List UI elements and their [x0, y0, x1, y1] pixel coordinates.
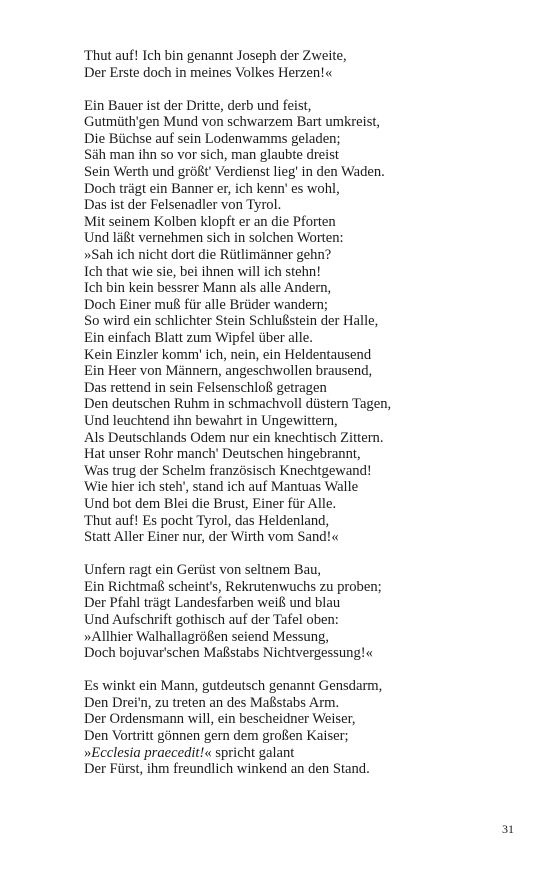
verse-line: Ein einfach Blatt zum Wipfel über alle.: [84, 330, 313, 346]
verse-line: Säh man ihn so vor sich, man glaubte dreist: [84, 147, 339, 164]
verse-line: Unfern ragt ein Gerüst von seltnem Bau,: [84, 562, 322, 579]
verse-line: Es winkt ein Mann, gutdeutsch genannt Gensdarm,: [84, 678, 383, 695]
verse-line: Was trug der Schelm französisch Knechtgewand!: [84, 462, 372, 479]
verse-line: Der Ordensmann will, ein bescheidner Weiser,: [84, 711, 356, 728]
verse-line: Ich that wie sie, bei ihnen will ich stehn!: [84, 263, 322, 280]
verse-line: Wie hier ich steh', stand ich auf Mantuas Walle: [84, 479, 359, 496]
verse-line: »Sah ich nicht dort die Rütlimänner gehn?: [84, 247, 332, 264]
verse-line: Doch bojuvar'schen Maßstabs Nichtvergessung!«: [84, 645, 373, 662]
stanza-3: [84, 562, 524, 662]
verse-line-with-italic: [84, 745, 524, 762]
quote-open: »: [84, 744, 92, 761]
verse-line: Hat unser Rohr manch' Deutschen hingebrannt,: [84, 446, 361, 463]
verse-line: Thut auf! Es pocht Tyrol, das Heldenland,: [84, 512, 330, 529]
verse-line: Den Vortritt gönnen gern dem großen Kaiser;: [84, 728, 349, 745]
stanza-1: [84, 48, 524, 81]
verse-line: Doch trägt ein Banner er, ich kenn' es wohl,: [84, 180, 340, 197]
verse-line: Doch Einer muß für alle Brüder wandern;: [84, 296, 328, 313]
verse-line: Und leuchtend ihn bewahrt in Ungewittern,: [84, 412, 338, 429]
verse-line: Das rettend in sein Felsenschloß getragen: [84, 379, 327, 396]
page-number: 31: [502, 822, 514, 836]
stanza-2: [84, 98, 524, 546]
verse-line: Den deutschen Ruhm in schmachvoll düstern Tagen,: [84, 396, 392, 413]
verse-line: Kein Einzler komm' ich, nein, ein Heldentausend: [84, 346, 372, 363]
verse-line: Mit seinem Kolben klopft er an die Pforten: [84, 213, 336, 230]
verse-line: Ein Richtmaß scheint's, Rekrutenwuchs zu proben;: [84, 578, 382, 595]
verse-line: Gutmüth'gen Mund von schwarzem Bart umkreist,: [84, 114, 381, 131]
verse-line: Und Aufschrift gothisch auf der Tafel oben:: [84, 612, 339, 628]
verse-line: Den Drei'n, zu treten an des Maßstabs Arm.: [84, 694, 340, 711]
verse-line: Und bot dem Blei die Brust, Einer für Alle.: [84, 495, 337, 512]
stanza-4: [84, 678, 524, 778]
poem-page: [84, 48, 524, 794]
verse-line: Die Büchse auf sein Lodenwamms geladen;: [84, 130, 341, 147]
verse-line: Statt Aller Einer nur, der Wirth vom Sand!«: [84, 529, 339, 546]
verse-line: Der Pfahl trägt Landesfarben weiß und blau: [84, 595, 341, 612]
verse-line: So wird ein schlichter Stein Schlußstein der Halle,: [84, 313, 379, 330]
verse-line: Ein Bauer ist der Dritte, derb und feist,: [84, 97, 312, 114]
quote-rest: « spricht galant: [204, 744, 295, 761]
verse-line: Ein Heer von Männern, angeschwollen brausend,: [84, 363, 373, 380]
verse-line: »Allhier Walhallagrößen seiend Messung,: [84, 628, 329, 645]
verse-line: Ich bin kein bessrer Mann als alle Andern,: [84, 280, 332, 297]
verse-line: Und läßt vernehmen sich in solchen Worten:: [84, 230, 344, 247]
italic-latin-phrase: Ecclesia praecedit!: [91, 744, 205, 761]
verse-line: Der Fürst, ihm freundlich winkend an den Stand.: [84, 761, 370, 778]
verse-line: Das ist der Felsenadler von Tyrol.: [84, 197, 282, 214]
verse-line: Der Erste doch in meines Volkes Herzen!«: [84, 64, 333, 81]
verse-line: Thut auf! Ich bin genannt Joseph der Zweite,: [84, 48, 347, 64]
verse-line: Als Deutschlands Odem nur ein knechtisch Zittern.: [84, 429, 384, 446]
verse-line: Sein Werth und größt' Verdienst lieg' in den Waden.: [84, 164, 385, 181]
